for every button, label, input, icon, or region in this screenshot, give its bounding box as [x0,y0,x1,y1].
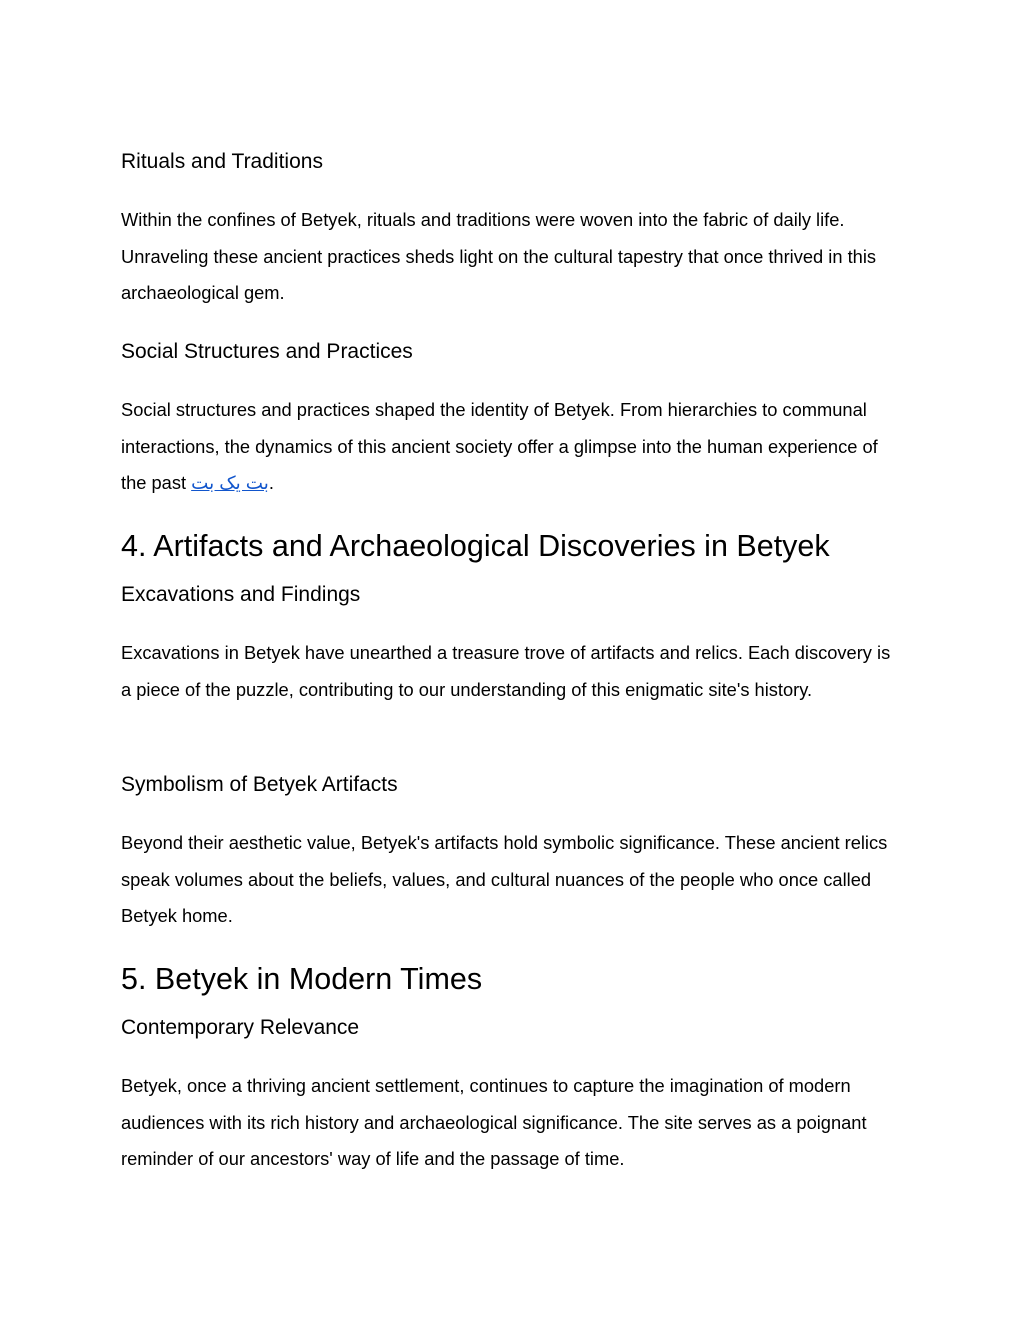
paragraph-social-text: Social structures and practices shaped the identity of Betyek. From hierarchies to communal interactions, the dynamics of this ancient society offer a glimpse into the human experience of the past [121,399,878,493]
section-title-artifacts: 4. Artifacts and Archaeological Discoveries in Betyek [121,529,830,563]
paragraph-social-period: . [268,472,274,493]
heading-contemporary-relevance: Contemporary Relevance [121,1016,360,1039]
section-title-modern-times: 5. Betyek in Modern Times [121,962,483,996]
paragraph-social-structures [121,392,901,502]
betyek-link[interactable]: بت یک بت [191,472,269,493]
paragraph-rituals: Within the confines of Betyek, rituals and traditions were woven into the fabric of daily life. Unraveling these ancient practices sheds light on the cultural tapestry that once thrived in this archaeological gem. [121,209,877,303]
heading-excavations-and-findings: Excavations and Findings [121,583,361,606]
paragraph-symbolism: Beyond their aesthetic value, Betyek's artifacts hold symbolic significance. These ancient relics speak volumes about the beliefs, values, and cultural nuances of the people who once called Betyek home. [121,832,888,926]
heading-rituals-and-traditions: Rituals and Traditions [121,150,323,173]
heading-social-structures: Social Structures and Practices [121,340,413,363]
heading-symbolism-of-artifacts: Symbolism of Betyek Artifacts [121,773,398,796]
paragraph-contemporary-relevance: Betyek, once a thriving ancient settlement, continues to capture the imagination of modern audiences with its rich history and archaeological significance. The site serves as a poignant reminder of our ancestors' way of life and the passage of time. [121,1075,867,1169]
paragraph-excavations: Excavations in Betyek have unearthed a treasure trove of artifacts and relics. Each discovery is a piece of the puzzle, contributing to our understanding of this enigmatic site's history. [121,642,891,700]
